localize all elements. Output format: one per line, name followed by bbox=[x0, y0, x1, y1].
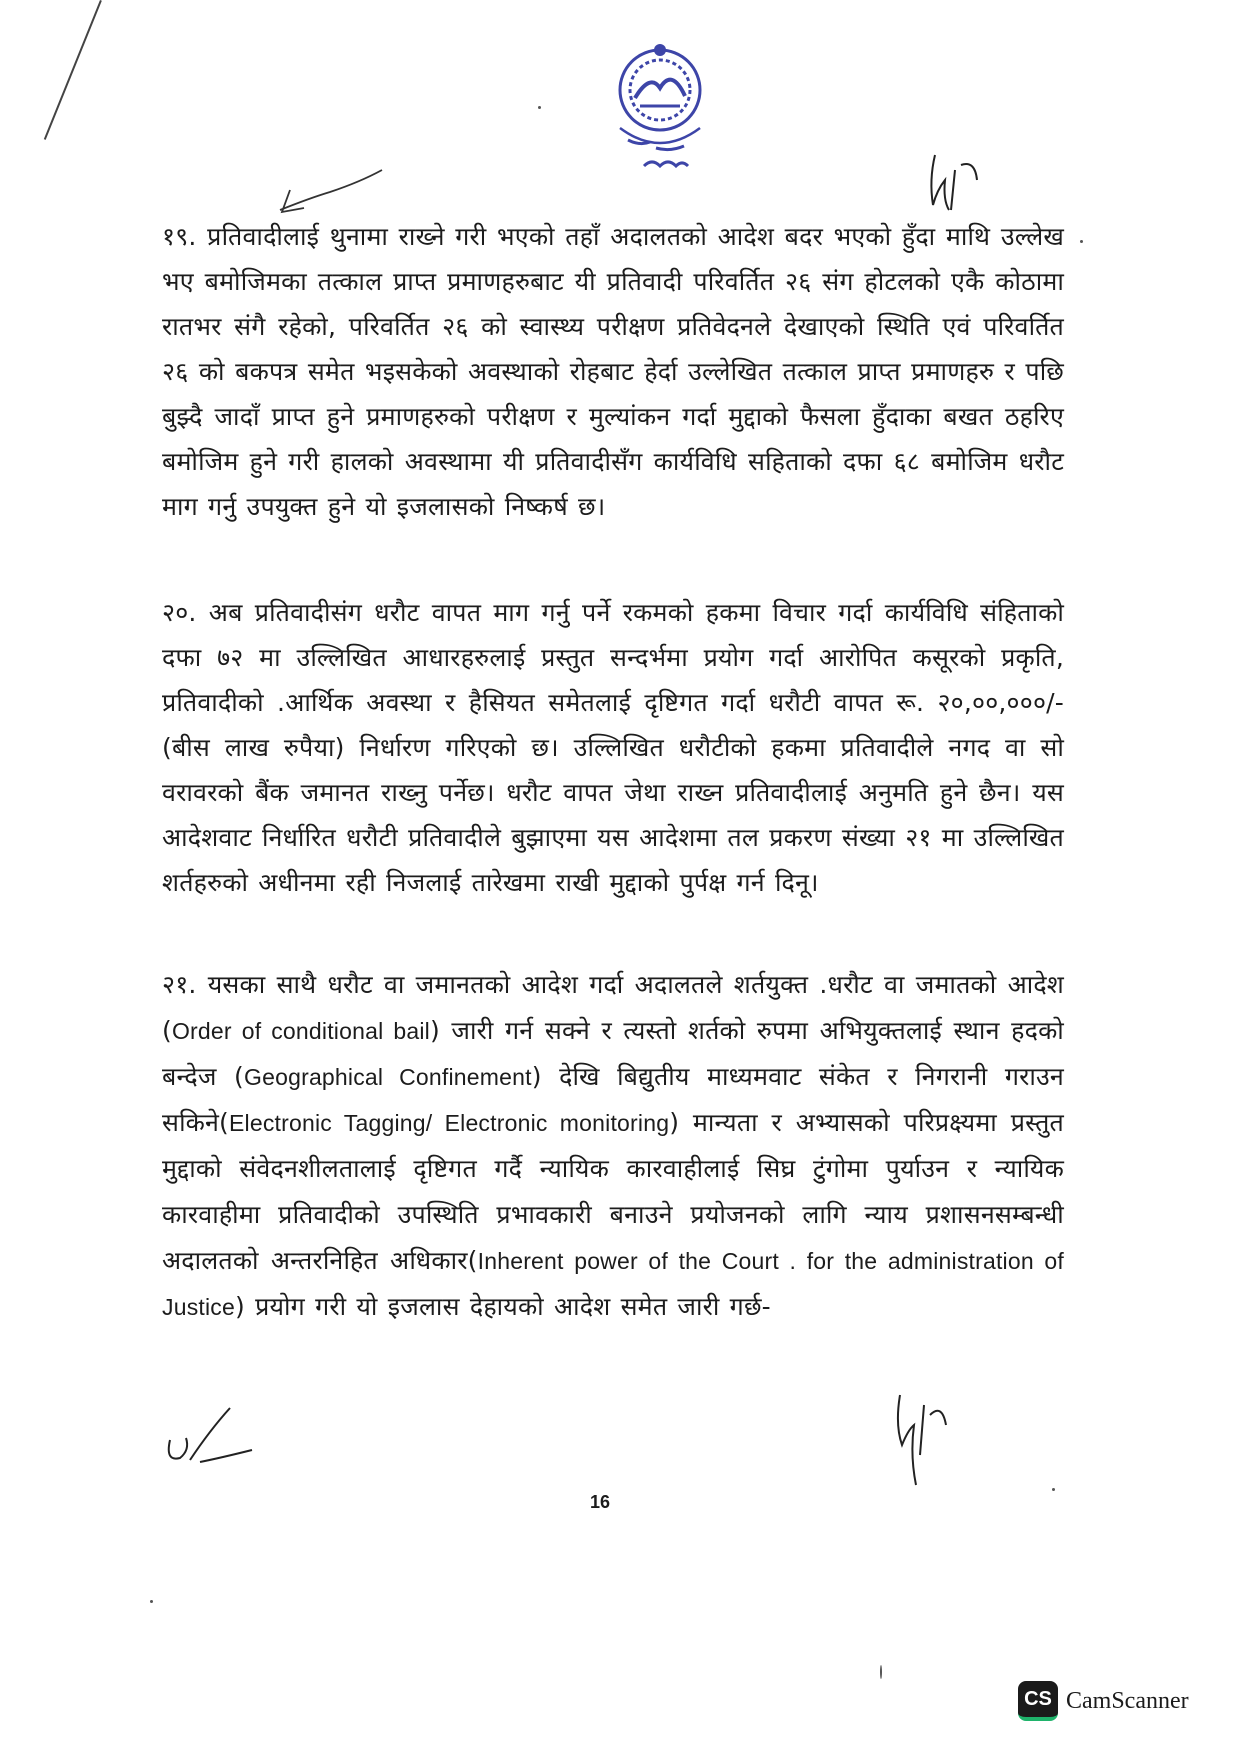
scan-speck bbox=[1080, 240, 1083, 243]
camscanner-logo-icon: CS bbox=[1018, 1681, 1058, 1721]
signature-bottom-left bbox=[160, 1400, 260, 1470]
paragraph-21-english-4: Inherent power of the Court . for the administration of Justice bbox=[162, 1248, 1064, 1320]
paragraph-21-english-1: Order of conditional bail bbox=[171, 1018, 430, 1044]
paragraph-21-text-2: ) जारी गर्न सक्ने र त्यस्तो शर्तको रुपमा अभियुक्तलाई स्थान हदको बन्देज ( bbox=[162, 1016, 1064, 1091]
paragraph-21-text-4: ) मान्यता र अभ्यासको परिप्रक्ष्यमा प्रस्तुत मुद्दाको संवेदनशीलतालाई दृष्टिगत गर्दै न्यायिक कारवाहीलाई सिघ्र टुंगोमा पुर्याउन र न्यायिक कारवाहीमा प्रतिवादीको उपस्थिति प्रभावकारी बनाउने प्रयोजनको लागि न्याय प्रशासनसम्बन्धी अदालतको अन्तरनिहित अधिकार( bbox=[162, 1108, 1064, 1275]
scan-speck bbox=[880, 1665, 882, 1679]
pen-stroke-top-left bbox=[270, 160, 390, 220]
paragraph-21-text-5: ) प्रयोग गरी यो इजलास देहायको आदेश समेत जारी गर्छ- bbox=[234, 1292, 771, 1321]
page-corner-fold bbox=[44, 0, 102, 140]
paragraph-21-text-1: २१. यसका साथै धरौट वा जमानतको आदेश गर्दा अदालतले शर्तयुक्त .धरौट वा जमातको आदेश ( bbox=[162, 970, 1064, 1045]
court-seal-stamp bbox=[580, 28, 750, 198]
paragraph-21-english-2: Geographical Confinement bbox=[244, 1064, 532, 1090]
paragraph-21-text-3: ) देखि बिद्युतीय माध्यमवाट संकेत र निगरानी गराउन सकिने( bbox=[162, 1062, 1064, 1137]
court-seal bbox=[580, 28, 750, 198]
page-number: 16 bbox=[590, 1492, 611, 1512]
scan-speck bbox=[150, 1600, 153, 1603]
paragraph-21-english-3: Electronic Tagging/ Electronic monitoring bbox=[229, 1110, 670, 1136]
paragraph-20: २०. अब प्रतिवादीसंग धरौट वापत माग गर्नु पर्ने रकमको हकमा विचार गर्दा कार्यविधि संहिताको दफा ७२ मा उल्लिखित आधारहरुलाई प्रस्तुत सन्दर्भमा प्रयोग गर्दा आरोपित कसूरको प्रकृति, प्रतिवादीको .आर्थिक अवस्था र हैसियत समेतलाई दृष्टिगत गर्दा धरौटी वापत रू. २०,००,०००/-(बीस लाख रुपैया) निर्धारण गरिएको छ। उल्लिखित धरौटीको हकमा प्रतिवादीले नगद वा सो वरावरको बैंक जमानत राख्नु पर्नेछ। धरौट वापत जेथा राख्न प्रतिवादीलाई अनुमति हुने छैन। यस आदेशवाट निर्धारित धरौटी प्रतिवादीले बुझाएमा यस आदेशमा तल प्रकरण संख्या २१ मा उल्लिखित शर्तहरुको अधीनमा रही निजलाई तारेखमा राखी मुद्दाको पुर्पक्ष गर्न दिनू। bbox=[162, 598, 1064, 897]
camscanner-name: CamScanner bbox=[1066, 1687, 1189, 1714]
paragraph-21 bbox=[162, 962, 1064, 1330]
scan-speck bbox=[538, 106, 541, 109]
scan-speck bbox=[1052, 1488, 1055, 1491]
signature-bottom-right bbox=[880, 1385, 960, 1495]
paragraph-19: १९. प्रतिवादीलाई थुनामा राख्ने गरी भएको तहाँ अदालतको आदेश बदर भएको हुँदा माथि उल्लेख भए बमोजिमका तत्काल प्राप्त प्रमाणहरुबाट यी प्रतिवादी परिवर्तित २६ संग होटलको एकै कोठामा रातभर संगै रहेको, परिवर्तित २६ को स्वास्थ्य परीक्षण प्रतिवेदनले देखाएको स्थिति एवं परिवर्तित २६ को बकपत्र समेत भइसकेको अवस्थाको रोहबाट हेर्दा उल्लेखित तत्काल प्राप्त प्रमाणहरु र पछि बुझ्दै जादाँ प्राप्त हुने प्रमाणहरुको परीक्षण र मुल्यांकन गर्दा मुद्दाको फैसला हुँदाका बखत ठहरिए बमोजिम हुने गरी हालको अवस्थामा यी प्रतिवादीसँग कार्यविधि सहिताको दफा ६८ बमोजिम धरौट माग गर्नु उपयुक्त हुने यो इजलासको निष्कर्ष छ। bbox=[162, 222, 1064, 521]
camscanner-watermark bbox=[1018, 1680, 1189, 1722]
